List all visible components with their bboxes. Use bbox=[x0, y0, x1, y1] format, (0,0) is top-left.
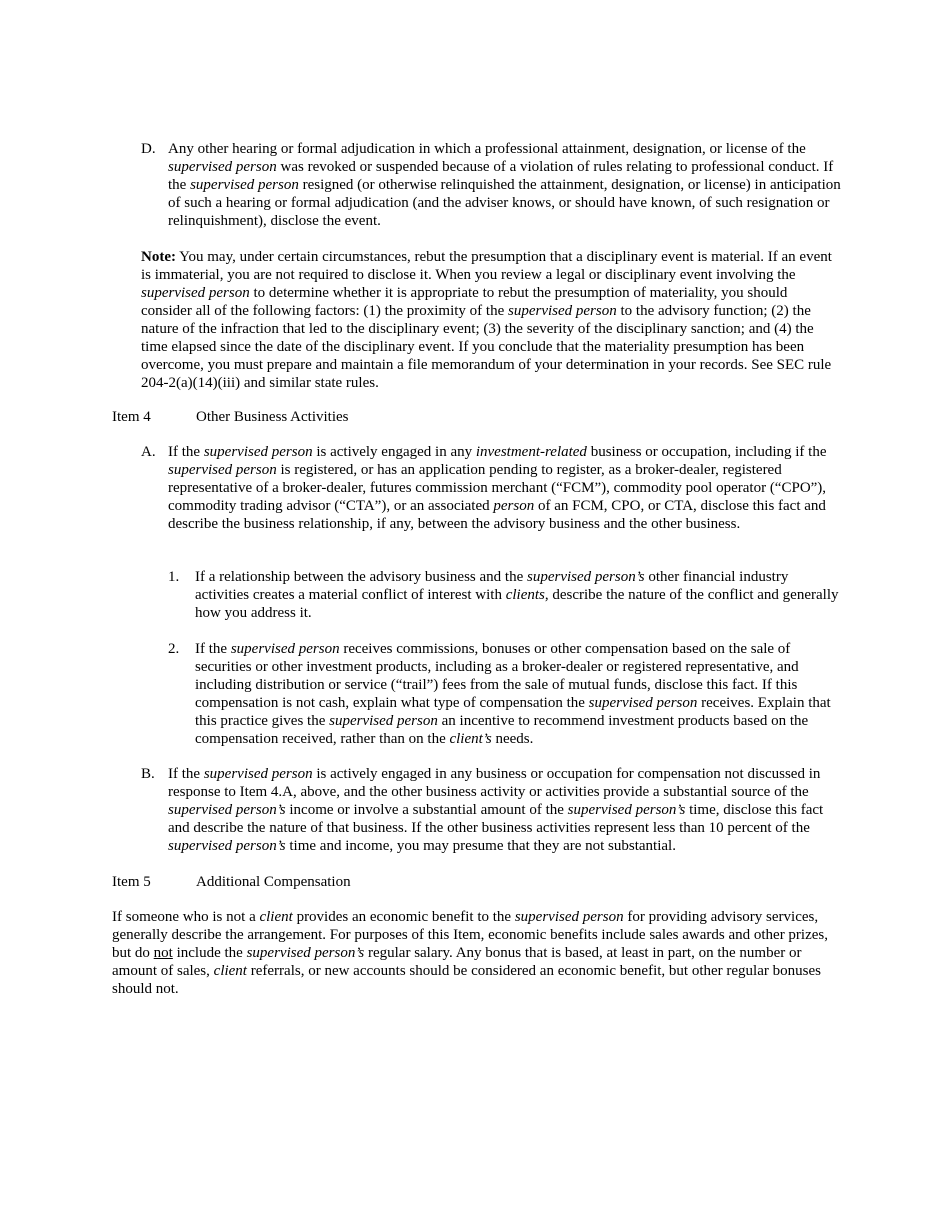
item-4a-1-label: 1. bbox=[168, 569, 180, 585]
underlined-not: not bbox=[153, 945, 173, 961]
item-4a-2-text: If the supervised person receives commissions, bonuses or other compensation based on the sale of securities or other investment products, including as a broker-dealer or registered representative, and including distribution or service (“trail”) fees from the sale of mutual funds, disclose this fact. If this compensation is not cash, explain what type of compensation the supervised person receives. Explain that this practice gives the supervised person an incentive to recommend investment products based on the compensation received, rather than on the client’s needs. bbox=[195, 641, 831, 747]
item-4a-2-label: 2. bbox=[168, 641, 180, 657]
item-5-title: Additional Compensation bbox=[196, 874, 351, 890]
term-supervised-person: supervised person bbox=[190, 177, 299, 193]
note-label: Note: bbox=[141, 249, 176, 265]
item-5-text: If someone who is not a client provides an economic benefit to the supervised person for providing advisory services, generally describe the arrangement. For purposes of this Item, economic benefits include sales awards and other prizes, but do not include the supervised person’s regular salary. Any bonus that is based, at least in part, on the number or amount of sales, client referrals, or new accounts should be considered an economic benefit, but other regular bonuses should not. bbox=[112, 909, 829, 997]
term-supervised-person: supervised person bbox=[141, 285, 250, 301]
item-d bbox=[141, 140, 841, 230]
item-4-number: Item 4 bbox=[112, 409, 151, 425]
item-4a bbox=[141, 443, 841, 533]
item-4a-1-text: If a relationship between the advisory business and the supervised person’s other financial industry activities creates a material conflict of interest with clients, describe the nature of the conflict and generally how you address it. bbox=[195, 569, 839, 621]
note-paragraph: Note: You may, under certain circumstances, rebut the presumption that a disciplinary event is material. If an event is immaterial, you are not required to disclose it. When you review a legal or disciplinary event involving the supervised person to determine whether it is appropriate to rebut the presumption of materiality, you should consider all of the following factors: (1) the proximity of the supervised person to the advisory function; (2) the nature of the infraction that led to the disciplinary event; (3) the severity of the disciplinary sanction; and (4) the time elapsed since the date of the disciplinary event. If you conclude that the materiality presumption has been overcome, you must prepare and maintain a file memorandum of your determination in your records. See SEC rule 204-2(a)(14)(iii) and similar state rules. bbox=[141, 249, 832, 391]
item-d-label: D. bbox=[141, 141, 156, 157]
item-4a-text: If the supervised person is actively engaged in any investment-related business or occupation, including if the supervised person is registered, or has an application pending to register, as a broker-dealer, registered representative of a broker-dealer, futures commission merchant (“FCM”), commodity pool operator (“CPO”), commodity trading advisor (“CTA”), or an associated person of an FCM, CPO, or CTA, disclose this fact and describe the business relationship, if any, between the advisory business and the other business. bbox=[168, 444, 827, 532]
item-4a-label: A. bbox=[141, 444, 156, 460]
term-supervised-person: supervised person bbox=[508, 303, 617, 319]
item-4a-1 bbox=[168, 568, 841, 622]
item-4b bbox=[141, 765, 841, 855]
item-4b-label: B. bbox=[141, 766, 155, 782]
item-4b-text: If the supervised person is actively engaged in any business or occupation for compensation not discussed in response to Item 4.A, above, and the other business activity or activities provide a substantial source of the supervised person’s income or involve a substantial amount of the supervised person’s time, disclose this fact and describe the nature of that business. If the other business activities represent less than 10 percent of the supervised person’s time and income, you may presume that they are not substantial. bbox=[168, 766, 824, 854]
item-4a-2 bbox=[168, 640, 841, 748]
item-5-number: Item 5 bbox=[112, 874, 151, 890]
item-d-text: Any other hearing or formal adjudication in which a professional attainment, designation, or license of the supervised person was revoked or suspended because of a violation of rules relating to professional conduct. If the supervised person resigned (or otherwise relinquished the attainment, designation, or license) in anticipation of such a hearing or formal adjudication (and the adviser knows, or should have known, of such resignation or relinquishment), disclose the event. bbox=[168, 141, 841, 229]
term-supervised-person: supervised person bbox=[168, 159, 277, 175]
item-4-title: Other Business Activities bbox=[196, 409, 349, 425]
